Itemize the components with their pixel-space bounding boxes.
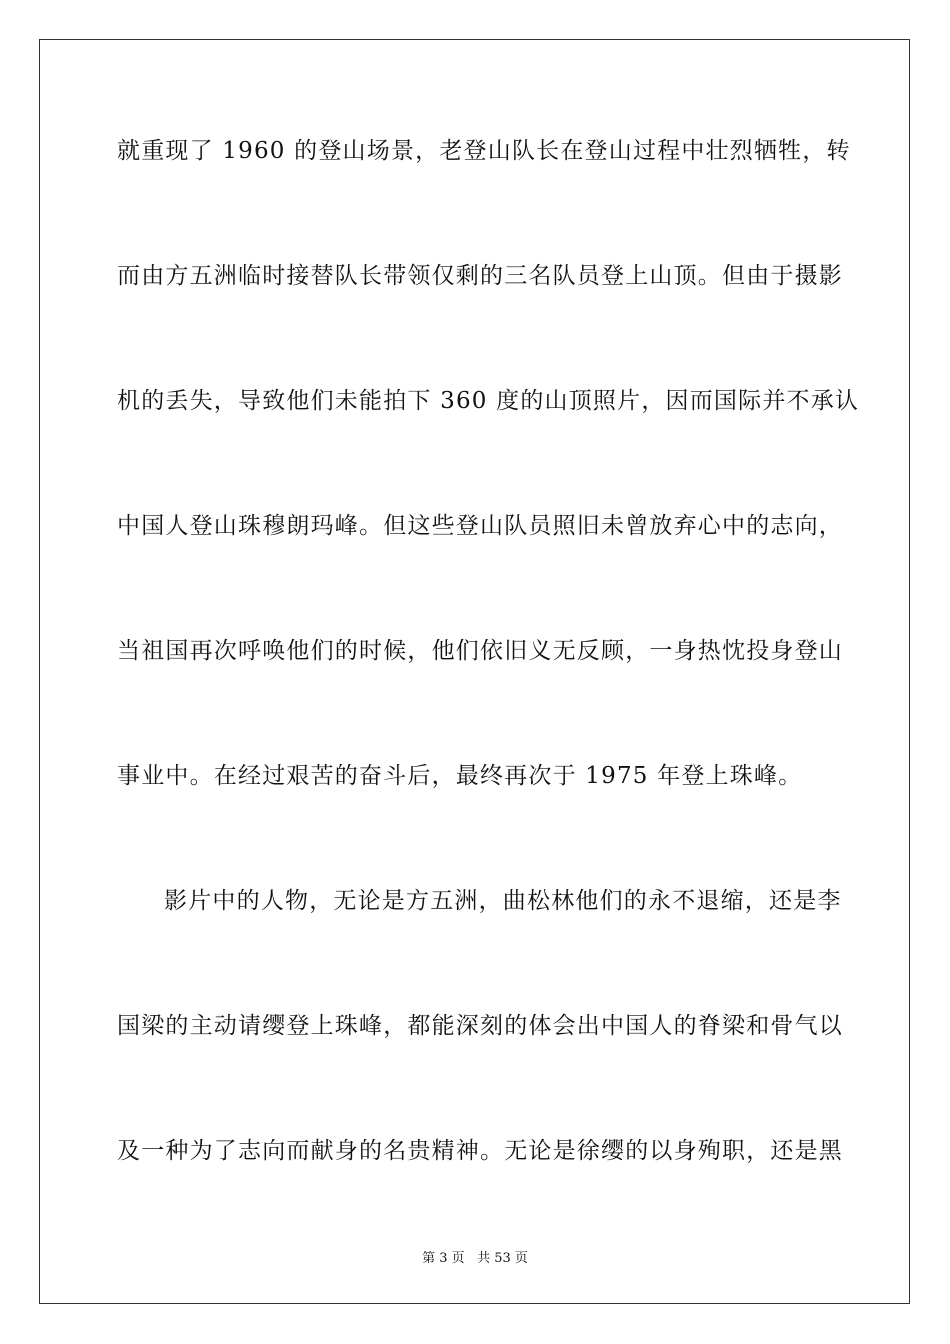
page-footer (0, 1247, 950, 1266)
text-line: 就重现了 1960 的登山场景，老登山队长在登山过程中壮烈牺牲，转 (117, 138, 851, 164)
paragraph-start-line: 影片中的人物，无论是方五洲，曲松林他们的永不退缩，还是李 (164, 888, 842, 914)
page-number: 第 3 页 (422, 1251, 465, 1266)
text-line: 及一种为了志向而献身的名贵精神。无论是徐缨的以身殉职，还是黑 (117, 1138, 843, 1164)
text-line: 当祖国再次呼唤他们的时候，他们依旧义无反顾，一身热忱投身登山 (117, 638, 843, 664)
text-line: 中国人登山珠穆朗玛峰。但这些登山队员照旧未曾放弃心中的志向， (117, 513, 843, 539)
text-line: 事业中。在经过艰苦的奋斗后，最终再次于 1975 年登上珠峰。 (117, 763, 803, 789)
text-line: 而由方五洲临时接替队长带领仅剩的三名队员登上山顶。但由于摄影 (117, 263, 843, 289)
text-line: 国梁的主动请缨登上珠峰，都能深刻的体会出中国人的脊梁和骨气以 (117, 1013, 843, 1039)
page-total: 共 53 页 (477, 1251, 528, 1266)
text-line: 机的丢失，导致他们未能拍下 360 度的山顶照片，因而国际并不承认 (117, 388, 860, 414)
